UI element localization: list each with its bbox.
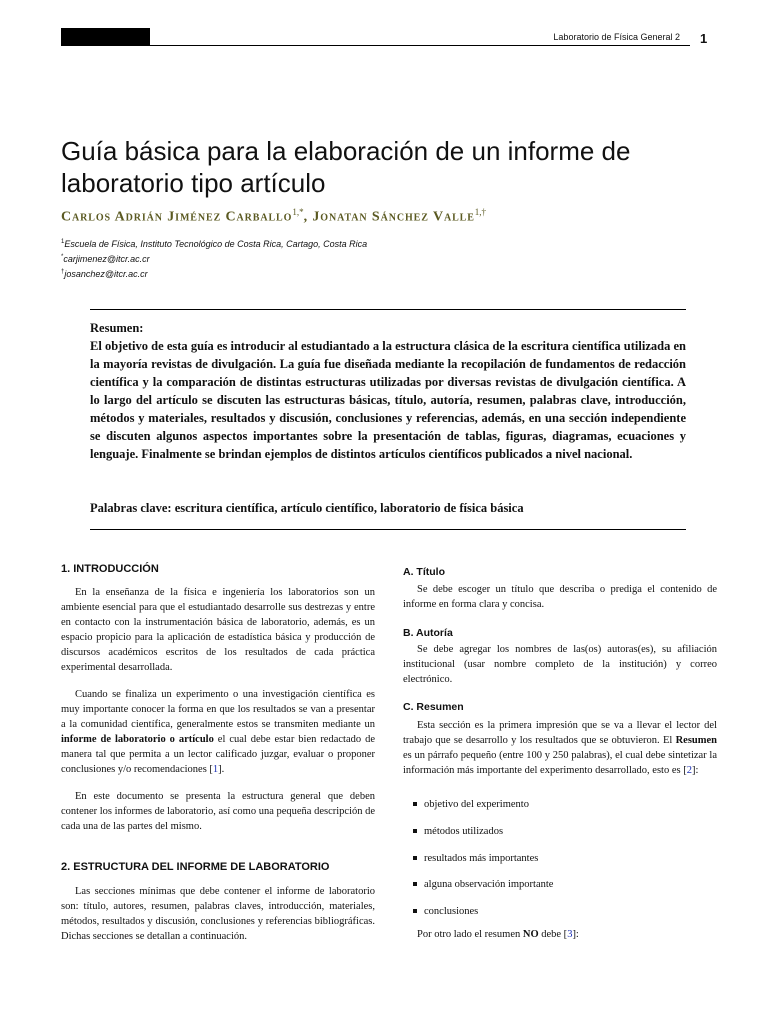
subsection-heading-resumen: C. Resumen [403, 701, 464, 713]
authors-line [61, 207, 721, 226]
header-rule [150, 45, 690, 46]
bullet-item [413, 799, 529, 810]
email-mark: † [61, 269, 65, 275]
titulo-paragraph: Se debe escoger un título que describa o prediga el contenido de informe en forma clara y concisa. [403, 584, 717, 610]
bullet-item [413, 879, 553, 890]
bullet-square-icon [413, 856, 417, 860]
abstract-heading: Resumen: [90, 321, 144, 335]
resumen-text: es un párrafo pequeño (entre 100 y 250 palabras), el cual debe sintetizar la información más importante del experimento desarrollado, esto es [ [403, 750, 717, 776]
resumen-no-text: debe [ [538, 929, 568, 940]
abstract-top-rule [90, 309, 686, 310]
resumen-text: Esta sección es la primera impresión que se va a llevar el lector del trabajo que se desarrollo y los resultados que se obtuvieron. El [403, 720, 717, 746]
intro-paragraph: En la enseñanza de la física e ingeniería los laboratorios son un ambiente esencial para que el estudiantado desarrolle sus destrezas y entre en contacto con la instrumentación básica de laboratorio, además, es un espacio propicio para la aplicación de estadística básica y producción de discursos académicos escritos de los resultados de cada práctica experimental desarrollada. [61, 587, 375, 673]
resumen-no-text: Por otro lado el resumen [417, 929, 523, 940]
resumen-no-line [403, 929, 717, 940]
email-text: josanchez@itcr.ac.cr [64, 269, 148, 279]
running-title: Laboratorio de Física General 2 [553, 32, 680, 42]
citation-link[interactable]: 2 [686, 765, 692, 776]
bullet-item [413, 826, 503, 837]
abstract-bottom-rule [90, 529, 686, 530]
paper-title: Guía básica para la elaboración de un informe de laboratorio tipo artículo [61, 136, 631, 198]
abstract-body: El objetivo de esta guía es introducir al estudiantado a la estructura clásica de la escritura científica utilizada en la mayoría revistas de divulgación. La guía fue diseñada mediante la recopilación de fundamentos de redacción científica y la comparación de distintas estructuras utilizadas por diversas revistas de divulgación científica. A lo largo del artículo se discuten las estructuras básicas, título, autoría, resumen, palabras clave, introducción, métodos y materiales, resultados y discusión, conclusiones y referencias, además, en una sección independiente se discuten algunos aspectos importantes sobre la presentación de tablas, figuras, diagramas, ecuaciones y lenguaje. Finalmente se brindan ejemplos de distintos artículos científicos publicados a nivel nacional. [90, 339, 686, 461]
email-line [61, 269, 148, 279]
email-line [61, 254, 150, 264]
intro-paragraph: En este documento se presenta la estructura general que deben contener los informes de laboratorio, así como una pequeña descripción de cada una de las partes del mismo. [61, 791, 376, 832]
keywords-line: Palabras clave: escritura científica, artículo científico, laboratorio de física básica [90, 501, 524, 515]
bullet-item [413, 853, 538, 864]
bullet-item [413, 906, 478, 917]
intro-bold-text: informe de laboratorio o artículo [61, 734, 214, 745]
bullet-square-icon [413, 829, 417, 833]
subsection-heading-autoria: B. Autoría [403, 627, 453, 639]
intro-text: ]. [218, 764, 225, 775]
resumen-paragraph [403, 718, 717, 778]
bullet-text: métodos utilizados [424, 826, 504, 837]
email-text: carjimenez@itcr.ac.cr [63, 254, 150, 264]
authors-separator: , [303, 209, 313, 225]
section-heading-introduction: 1. INTRODUCCIÓN [61, 563, 159, 575]
bullet-text: objetivo del experimento [424, 799, 529, 810]
intro-text: Cuando se finaliza un experimento o una investigación científica es muy importante conocer la forma en que los resultados se van a presentar a la comunidad científica, generalmente estos se transmiten mediante un [61, 689, 375, 730]
page-number: 1 [700, 31, 708, 46]
citation-link[interactable]: 1 [212, 764, 219, 775]
bullet-square-icon [413, 882, 417, 886]
resumen-no-text: ]: [572, 929, 579, 940]
author-name: Jonatan Sánchez Valle [312, 209, 475, 225]
author-marks: 1,† [474, 207, 487, 217]
resumen-no-bold: NO [522, 929, 539, 940]
subsection-heading-titulo: A. Título [403, 566, 445, 578]
bullet-square-icon [413, 802, 417, 806]
bullet-square-icon [413, 909, 417, 913]
citation-link[interactable]: 3 [567, 929, 573, 940]
resumen-bold-text: Resumen [675, 735, 717, 746]
email-mark: * [61, 254, 64, 260]
affiliation-mark: 1 [61, 239, 65, 245]
affiliation-text: Escuela de Física, Instituto Tecnológico de Costa Rica, Cartago, Costa Rica [64, 239, 368, 249]
intro-text: el cual debe estar bien redactado de manera tal que permita a un lector calificado juzgar, evaluar o proponer conclusiones y/o recomendaciones [ [61, 734, 375, 775]
intro-paragraph [61, 687, 375, 777]
bullet-text: alguna observación importante [424, 879, 554, 890]
bullet-text: resultados más importantes [424, 853, 539, 864]
affiliation-line [61, 239, 367, 249]
author-name: Carlos Adrián Jiménez Carballo [61, 209, 293, 225]
header-black-bar [61, 28, 150, 46]
resumen-text: ]: [691, 765, 699, 776]
structure-paragraph: Las secciones mínimas que debe contener el informe de laboratorio son: título, autores, resumen, palabras claves, introducción, materiales, métodos, resultados y discusión, conclusiones y referencias bibliográficas. Dichas secciones se detallan a continuación. [61, 886, 375, 942]
section-heading-structure: 2. ESTRUCTURA DEL INFORME DE LABORATORIO [61, 861, 330, 873]
bullet-text: conclusiones [424, 906, 479, 917]
autoria-paragraph: Se debe agregar los nombres de las(os) autoras(es), su afiliación institucional (usar nombre completo de la institución) y correo electrónico. [403, 644, 717, 685]
author-marks: 1,* [292, 207, 304, 217]
